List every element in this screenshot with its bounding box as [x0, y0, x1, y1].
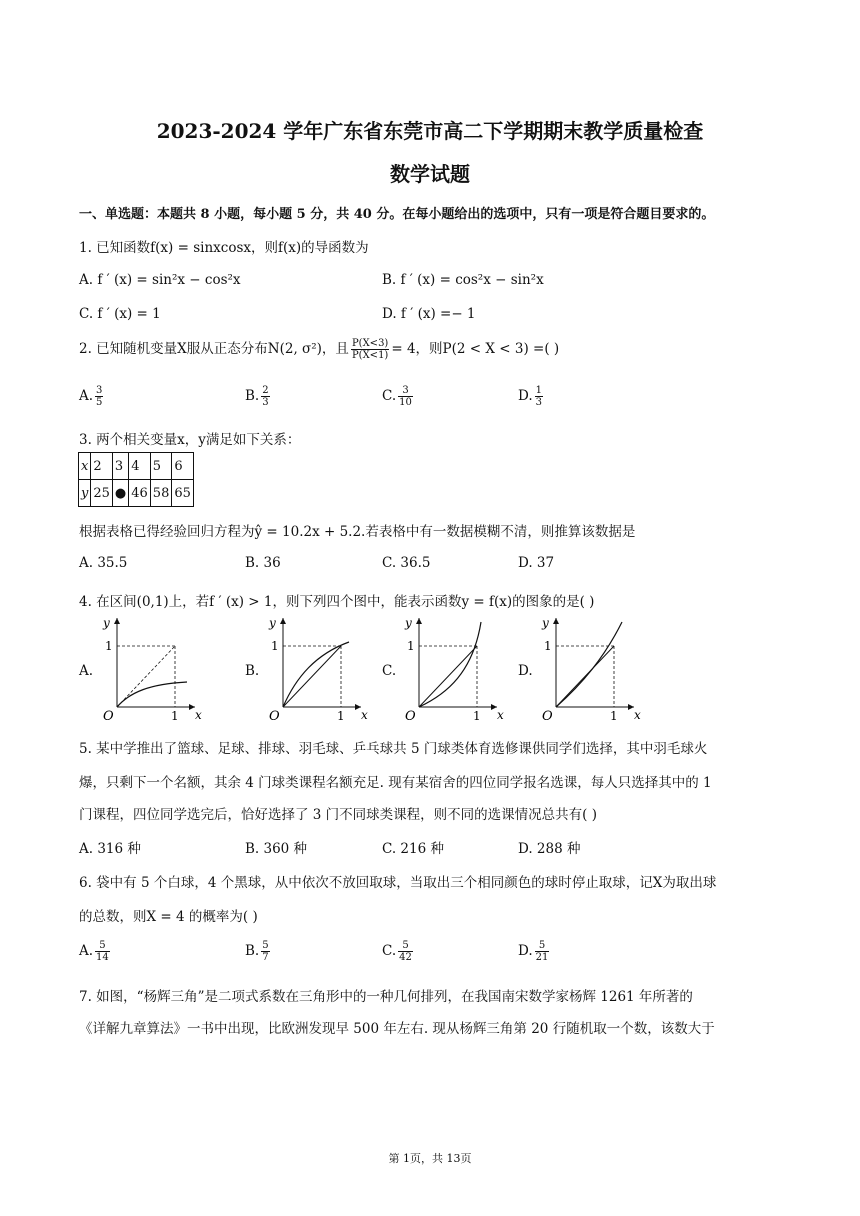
q6-option-a	[79, 940, 112, 963]
frac-num: 5	[535, 940, 550, 952]
origin-label: O	[542, 709, 553, 724]
q6-line1: 6. 袋中有 5 个白球，4 个黑球，从中依次不放回取球，当取出三个相同颜色的球时停止取球，记X为取出球	[79, 875, 717, 891]
option-label: C.	[382, 388, 397, 404]
page-footer: 第 1页，共 13页	[388, 1152, 472, 1165]
x-one-label: 1	[171, 709, 179, 723]
q1-stem: 1. 已知函数f(x) = sinxcosx，则f(x)的导函数为	[79, 240, 369, 256]
q2-stem-a: 2. 已知随机变量X服从正态分布N(2, σ²)，且	[79, 341, 349, 357]
frac-num: 5	[398, 940, 413, 952]
table-cell: 3	[112, 453, 128, 480]
origin-label: O	[405, 709, 416, 724]
frac-den: 7	[262, 952, 269, 963]
q4-graph-c	[397, 612, 502, 724]
q3-option-d: D. 37	[518, 555, 555, 571]
page-subtitle: 数学试题	[390, 162, 470, 186]
x-one-label: 1	[610, 709, 618, 723]
option-label: B.	[245, 388, 260, 404]
frac-den: 3	[262, 397, 269, 408]
x-axis-label: x	[497, 708, 504, 722]
y-axis-label: y	[405, 616, 412, 630]
q6-option-c	[382, 940, 415, 963]
y-axis-label: y	[542, 616, 549, 630]
q3-text: 根据表格已得经验回归方程为ŷ = 10.2x + 5.2.若表格中有一数据模糊不清，则推算该数据是	[79, 524, 636, 540]
q2-option-c	[382, 385, 415, 408]
q4-graph-a	[95, 612, 200, 724]
q1-option-c: C. f ′ (x) = 1	[79, 306, 161, 322]
table-cell: 65	[172, 480, 194, 507]
frac-den: 3	[535, 397, 543, 408]
frac-num: 1	[535, 385, 543, 396]
x-axis-label: x	[361, 708, 368, 722]
table-cell: 2	[91, 453, 113, 480]
table-cell: 25	[91, 480, 113, 507]
y-one-label: 1	[407, 639, 415, 653]
q5-option-b: B. 360 种	[245, 841, 308, 857]
frac-den: 14	[96, 952, 109, 963]
y-one-label: 1	[544, 639, 552, 653]
q3-option-a: A. 35.5	[79, 555, 128, 571]
option-label: B.	[245, 943, 260, 959]
option-label: A.	[79, 943, 94, 959]
y-axis-label: y	[269, 616, 276, 630]
option-label: A.	[79, 388, 94, 404]
q6-line2: 的总数，则X = 4 的概率为( )	[79, 909, 258, 925]
q5-option-a: A. 316 种	[79, 841, 141, 857]
frac-num: 2	[262, 385, 269, 396]
y-one-label: 1	[105, 639, 113, 653]
q4-label-c: C.	[382, 663, 397, 679]
q2-option-a	[79, 385, 105, 408]
y-one-label: 1	[271, 639, 279, 653]
origin-label: O	[103, 709, 114, 724]
table-cell: y	[79, 480, 91, 507]
q2-stem-b: = 4，则P(2 < X < 3) =( )	[391, 341, 560, 357]
q6-option-b	[245, 940, 272, 963]
q1-option-d: D. f ′ (x) =− 1	[382, 306, 476, 322]
table-cell: 5	[150, 453, 172, 480]
origin-label: O	[269, 709, 280, 724]
q3-table	[78, 452, 194, 507]
q1-option-a: A. f ′ (x) = sin²x − cos²x	[79, 272, 241, 288]
q4-stem: 4. 在区间(0,1)上，若f ′ (x) > 1，则下列四个图中，能表示函数y = f(x)的图象的是( )	[79, 594, 595, 610]
x-one-label: 1	[473, 709, 481, 723]
y-axis-label: y	[103, 616, 110, 630]
option-label: D.	[518, 943, 533, 959]
table-cell: 58	[150, 480, 172, 507]
q5-option-c: C. 216 种	[382, 841, 444, 857]
frac-num: 5	[262, 940, 269, 951]
section-heading: 一、单选题：本题共 8 小题，每小题 5 分，共 40 分。在每小题给出的选项中，只有一项是符合题目要求的。	[79, 207, 715, 222]
q3-option-c: C. 36.5	[382, 555, 431, 571]
q4-graph-d	[534, 612, 639, 724]
frac-num: 5	[95, 940, 110, 952]
x-axis-label: x	[195, 708, 202, 722]
q1-option-b: B. f ′ (x) = cos²x − sin²x	[382, 272, 544, 288]
option-label: C.	[382, 943, 397, 959]
q4-graph-b	[261, 612, 366, 724]
frac-den: 5	[96, 397, 103, 408]
q5-option-d: D. 288 种	[518, 841, 581, 857]
option-label: D.	[518, 388, 533, 404]
q4-label-b: B.	[245, 663, 260, 679]
table-cell: x	[79, 453, 91, 480]
frac-num: 3	[398, 385, 413, 397]
table-cell: 46	[129, 480, 151, 507]
frac-den: 42	[399, 952, 412, 963]
q3-option-b: B. 36	[245, 555, 281, 571]
q7-line1: 7. 如图，“杨辉三角”是二项式系数在三角形中的一种几何排列，在我国南宋数学家杨辉 1261 年所著的	[79, 989, 693, 1005]
q7-line2: 《详解九章算法》一书中出现，比欧洲发现早 500 年左右. 现从杨辉三角第 20 行随机取一个数，该数大于	[79, 1021, 715, 1037]
q2-option-d	[518, 385, 545, 408]
frac-num: 3	[96, 385, 103, 396]
page-title: 2023-2024 学年广东省东莞市高二下学期期末教学质量检查	[156, 119, 704, 143]
q2-fraction	[351, 338, 389, 361]
table-row	[79, 480, 194, 507]
q6-option-d	[518, 940, 551, 963]
q2-option-b	[245, 385, 272, 408]
x-one-label: 1	[337, 709, 345, 723]
q2-frac-den: P(X<1)	[351, 350, 389, 361]
table-cell: ●	[112, 480, 128, 507]
frac-den: 10	[399, 397, 412, 408]
q3-stem: 3. 两个相关变量x，y满足如下关系：	[79, 432, 301, 448]
table-cell: 4	[129, 453, 151, 480]
q2-frac-num: P(X<3)	[351, 338, 389, 349]
table-cell: 6	[172, 453, 194, 480]
q4-label-a: A.	[79, 663, 94, 679]
q5-line2: 爆，只剩下一个名额，其余 4 门球类课程名额充足. 现有某宿舍的四位同学报名选课，每人只选择其中的 1	[79, 775, 712, 791]
frac-den: 21	[535, 952, 549, 963]
x-axis-label: x	[634, 708, 641, 722]
q5-line1: 5. 某中学推出了篮球、足球、排球、羽毛球、乒乓球共 5 门球类体育选修课供同学们选择，其中羽毛球火	[79, 741, 708, 757]
table-row	[79, 453, 194, 480]
q4-label-d: D.	[518, 663, 533, 679]
q5-line3: 门课程，四位同学选完后，恰好选择了 3 门不同球类课程，则不同的选课情况总共有( )	[79, 807, 597, 823]
q2-stem	[79, 337, 559, 361]
